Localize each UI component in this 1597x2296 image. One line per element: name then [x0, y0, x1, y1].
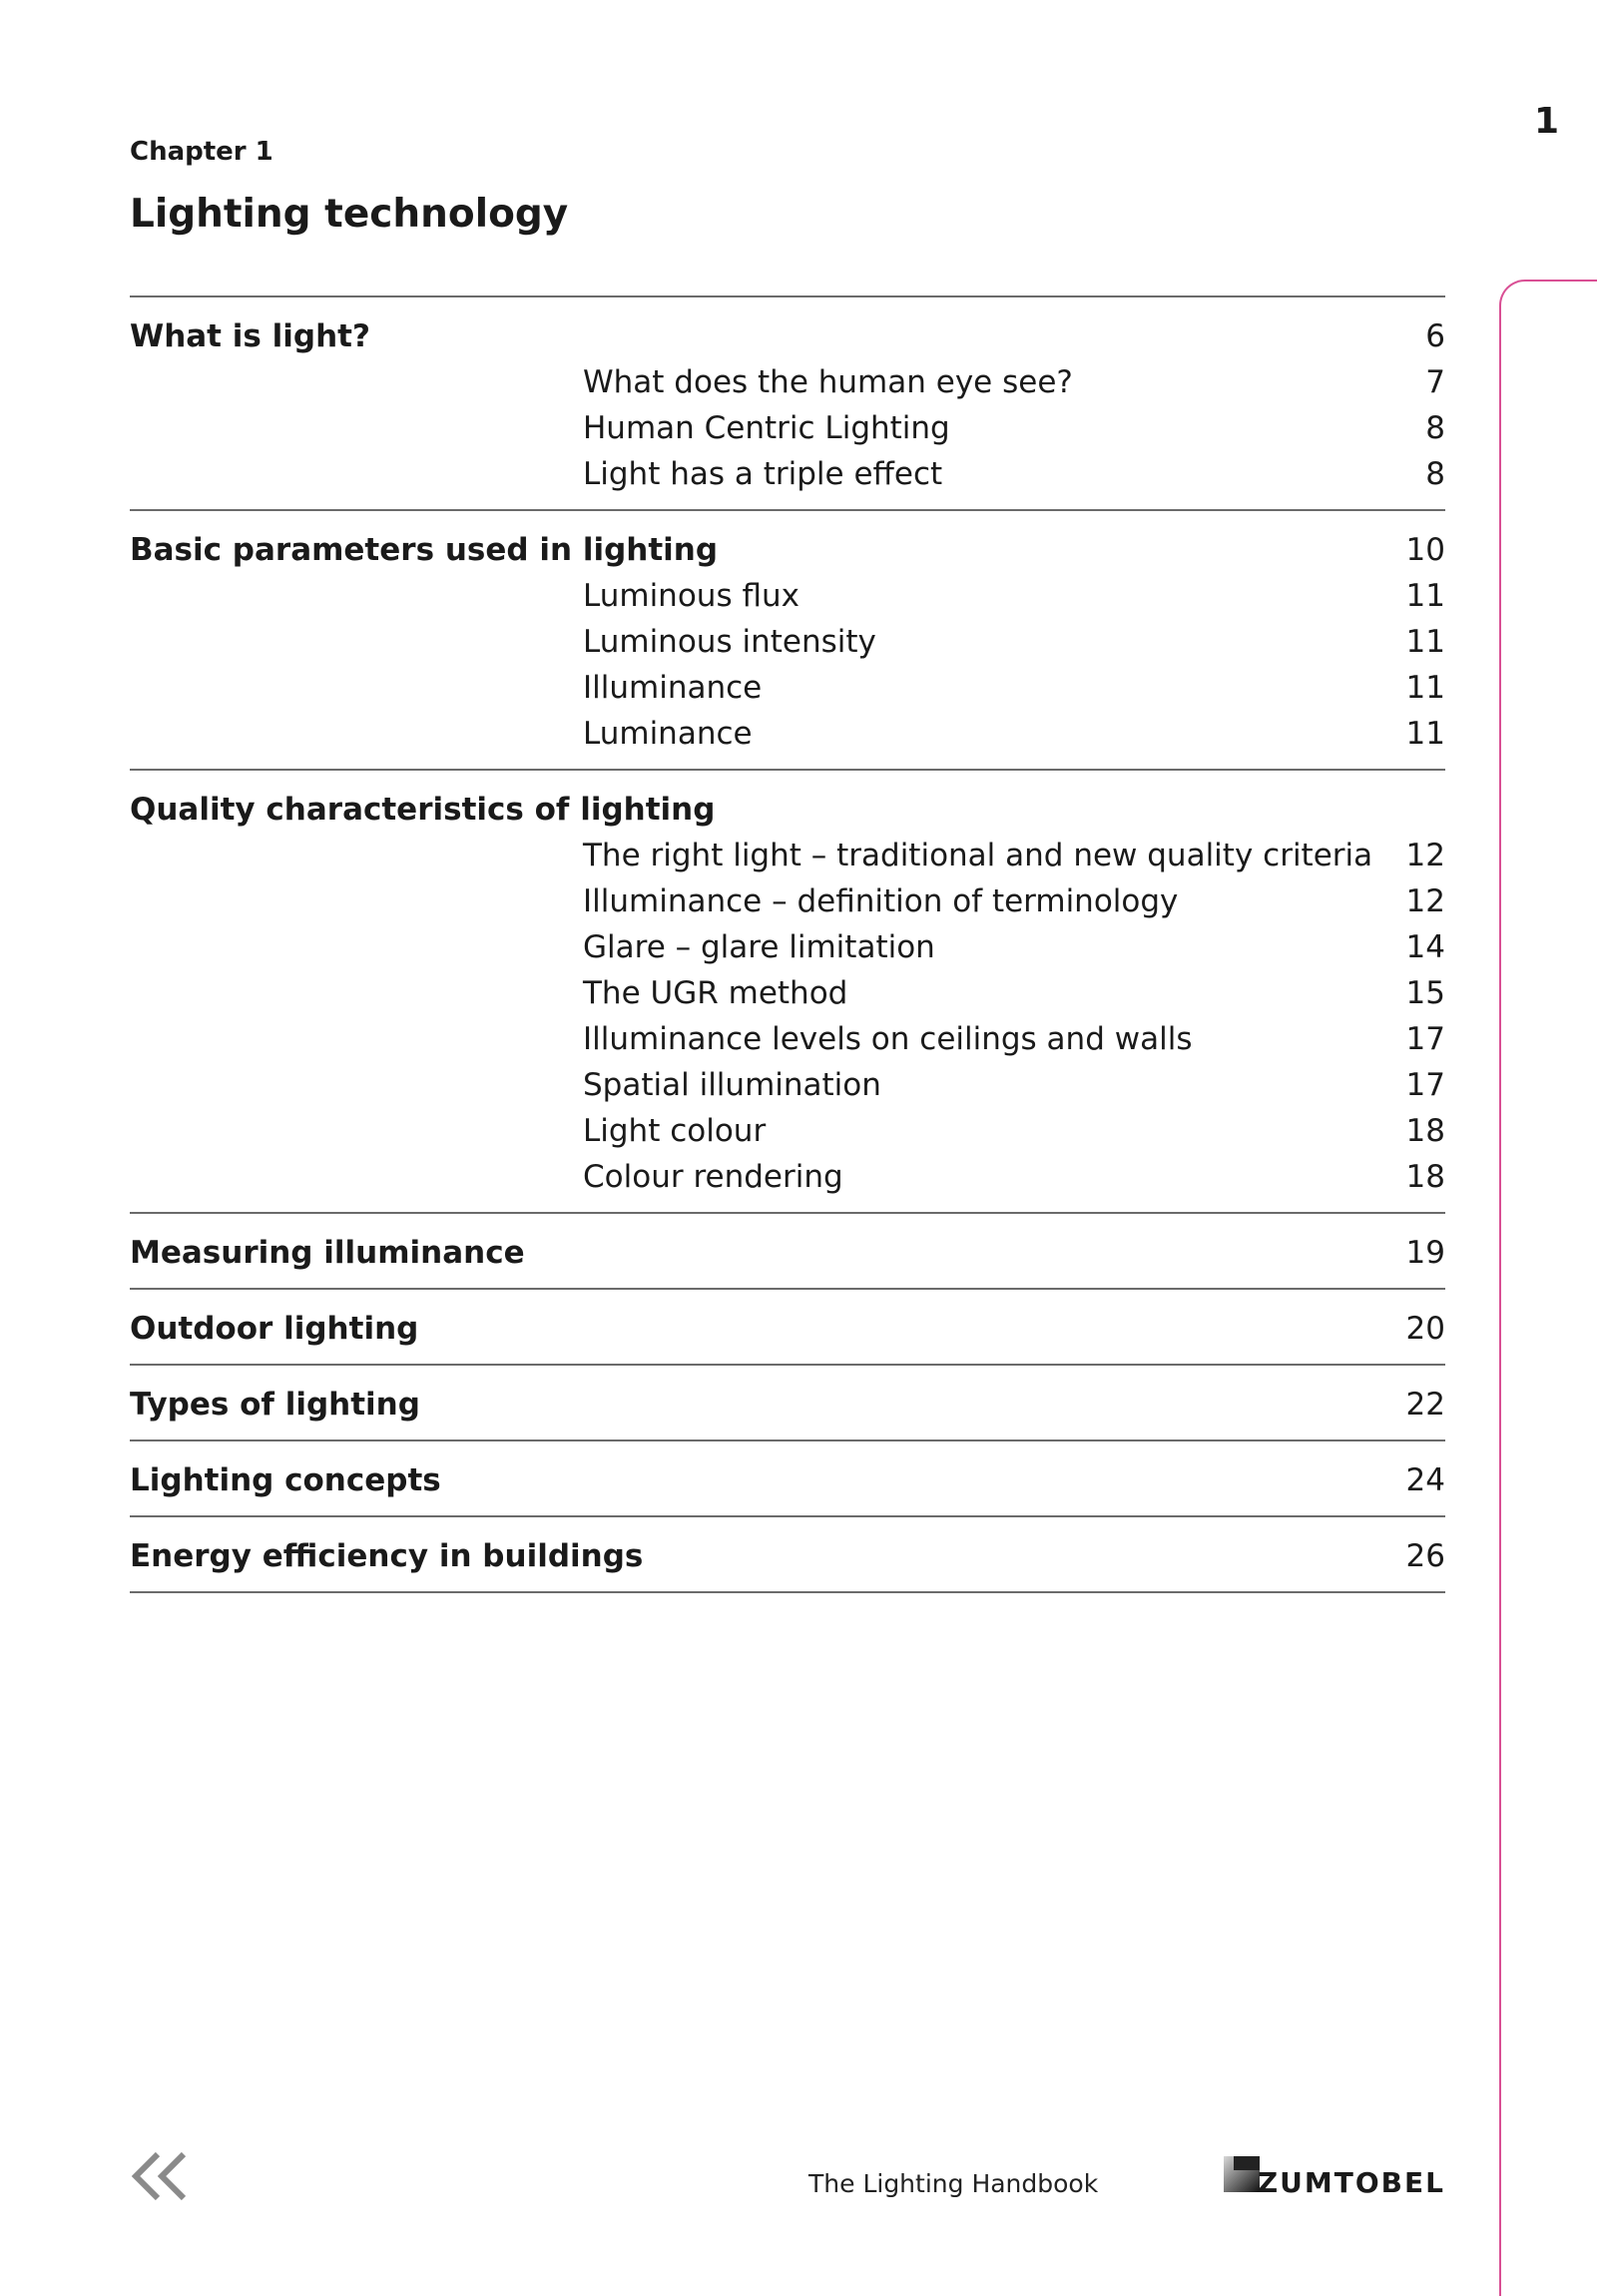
toc-section-page: 19 [1405, 1235, 1445, 1271]
toc-entry-title: Illuminance [583, 670, 763, 706]
toc-entry-page: 8 [1425, 456, 1445, 492]
toc-section [130, 1441, 1445, 1517]
toc-entry-row[interactable] [130, 405, 1445, 451]
toc-section-title: Energy efficiency in buildings [130, 1538, 644, 1574]
toc-section-title: Lighting concepts [130, 1462, 441, 1498]
toc-entry-row[interactable] [130, 711, 1445, 757]
toc-entry-page: 12 [1405, 838, 1445, 873]
toc-entry-page: 14 [1405, 929, 1445, 965]
toc-section-page: 26 [1405, 1538, 1445, 1574]
toc-entry-row[interactable] [130, 878, 1445, 924]
toc-entry-row[interactable] [130, 665, 1445, 711]
toc-section-page: 6 [1425, 318, 1445, 354]
toc-entry-title: Luminance [583, 716, 753, 752]
toc-section-row[interactable] [130, 1230, 1445, 1276]
toc-entry-page: 8 [1425, 410, 1445, 446]
toc-section-row[interactable] [130, 527, 1445, 573]
toc-section-title: What is light? [130, 318, 370, 354]
toc-entry-title: Human Centric Lighting [583, 410, 950, 446]
toc-section-row[interactable] [130, 1533, 1445, 1579]
toc-section-page: 22 [1405, 1387, 1445, 1423]
toc-entry-title: Luminous intensity [583, 624, 876, 660]
toc-entry-page: 11 [1405, 624, 1445, 660]
toc-section-page: 24 [1405, 1462, 1445, 1498]
toc-section-page: 20 [1405, 1311, 1445, 1347]
toc-entry-page: 18 [1405, 1113, 1445, 1149]
toc-entry-row[interactable] [130, 924, 1445, 970]
toc-entry-page: 11 [1405, 716, 1445, 752]
chapter-label: Chapter 1 [130, 137, 273, 167]
toc-section-page: 10 [1405, 532, 1445, 568]
toc-entry-row[interactable] [130, 573, 1445, 619]
toc-entry-row[interactable] [130, 1062, 1445, 1108]
chapter-title: Lighting technology [130, 192, 569, 237]
toc-section-title: Basic parameters used in lighting [130, 532, 719, 568]
toc-entry-title: Light has a triple effect [583, 456, 943, 492]
toc-entry-title: The UGR method [583, 975, 848, 1011]
chapter-tab-marker [1499, 280, 1597, 2296]
toc-section-row[interactable] [130, 313, 1445, 359]
toc-section [130, 771, 1445, 1214]
toc-entry-row[interactable] [130, 1016, 1445, 1062]
toc-section-row[interactable] [130, 1457, 1445, 1503]
toc-entry-row[interactable] [130, 1108, 1445, 1154]
toc-section [130, 1366, 1445, 1441]
toc-entry-title: Colour rendering [583, 1159, 843, 1195]
toc-entry-page: 7 [1425, 364, 1445, 400]
toc-entry-page: 18 [1405, 1159, 1445, 1195]
toc-entry-page: 15 [1405, 975, 1445, 1011]
toc-section-title: Types of lighting [130, 1387, 420, 1423]
toc-entry-page: 11 [1405, 670, 1445, 706]
toc-entry-page: 17 [1405, 1067, 1445, 1103]
toc-entry-title: Illuminance – definition of terminology [583, 883, 1179, 919]
toc-section-title: Measuring illuminance [130, 1235, 525, 1271]
toc-entry-title: Illuminance levels on ceilings and walls [583, 1021, 1193, 1057]
toc-entry-row[interactable] [130, 970, 1445, 1016]
toc-entry-title: Glare – glare limitation [583, 929, 935, 965]
toc-section [130, 1517, 1445, 1593]
toc-entry-row[interactable] [130, 619, 1445, 665]
page-number: 1 [1533, 101, 1559, 142]
footer-book-title: The Lighting Handbook [808, 2169, 1099, 2198]
toc-section [130, 1214, 1445, 1290]
toc-entry-page: 12 [1405, 883, 1445, 919]
toc-entry-title: Luminous flux [583, 578, 799, 614]
toc-entry-title: Spatial illumination [583, 1067, 881, 1103]
toc-section [130, 511, 1445, 771]
table-of-contents [130, 295, 1445, 1593]
toc-section [130, 297, 1445, 511]
toc-entry-title: Light colour [583, 1113, 767, 1149]
toc-entry-title: The right light – traditional and new quality criteria [583, 838, 1373, 873]
toc-section-title: Quality characteristics of lighting [130, 792, 716, 828]
back-navigation-button[interactable] [128, 2148, 192, 2204]
toc-entry-row[interactable] [130, 359, 1445, 405]
toc-entry-row[interactable] [130, 833, 1445, 878]
toc-section [130, 1290, 1445, 1366]
toc-entry-title: What does the human eye see? [583, 364, 1073, 400]
toc-section-title: Outdoor lighting [130, 1311, 419, 1347]
brand-logo-text: ZUMTOBEL [1257, 2166, 1445, 2199]
double-chevron-left-icon [128, 2148, 192, 2204]
toc-entry-page: 11 [1405, 578, 1445, 614]
toc-section-row[interactable] [130, 1382, 1445, 1428]
toc-entry-row[interactable] [130, 1154, 1445, 1200]
toc-section-row[interactable] [130, 787, 1445, 833]
zumtobel-logo-mark [1224, 2156, 1260, 2192]
toc-section-row[interactable] [130, 1306, 1445, 1352]
toc-entry-row[interactable] [130, 451, 1445, 497]
toc-entry-page: 17 [1405, 1021, 1445, 1057]
